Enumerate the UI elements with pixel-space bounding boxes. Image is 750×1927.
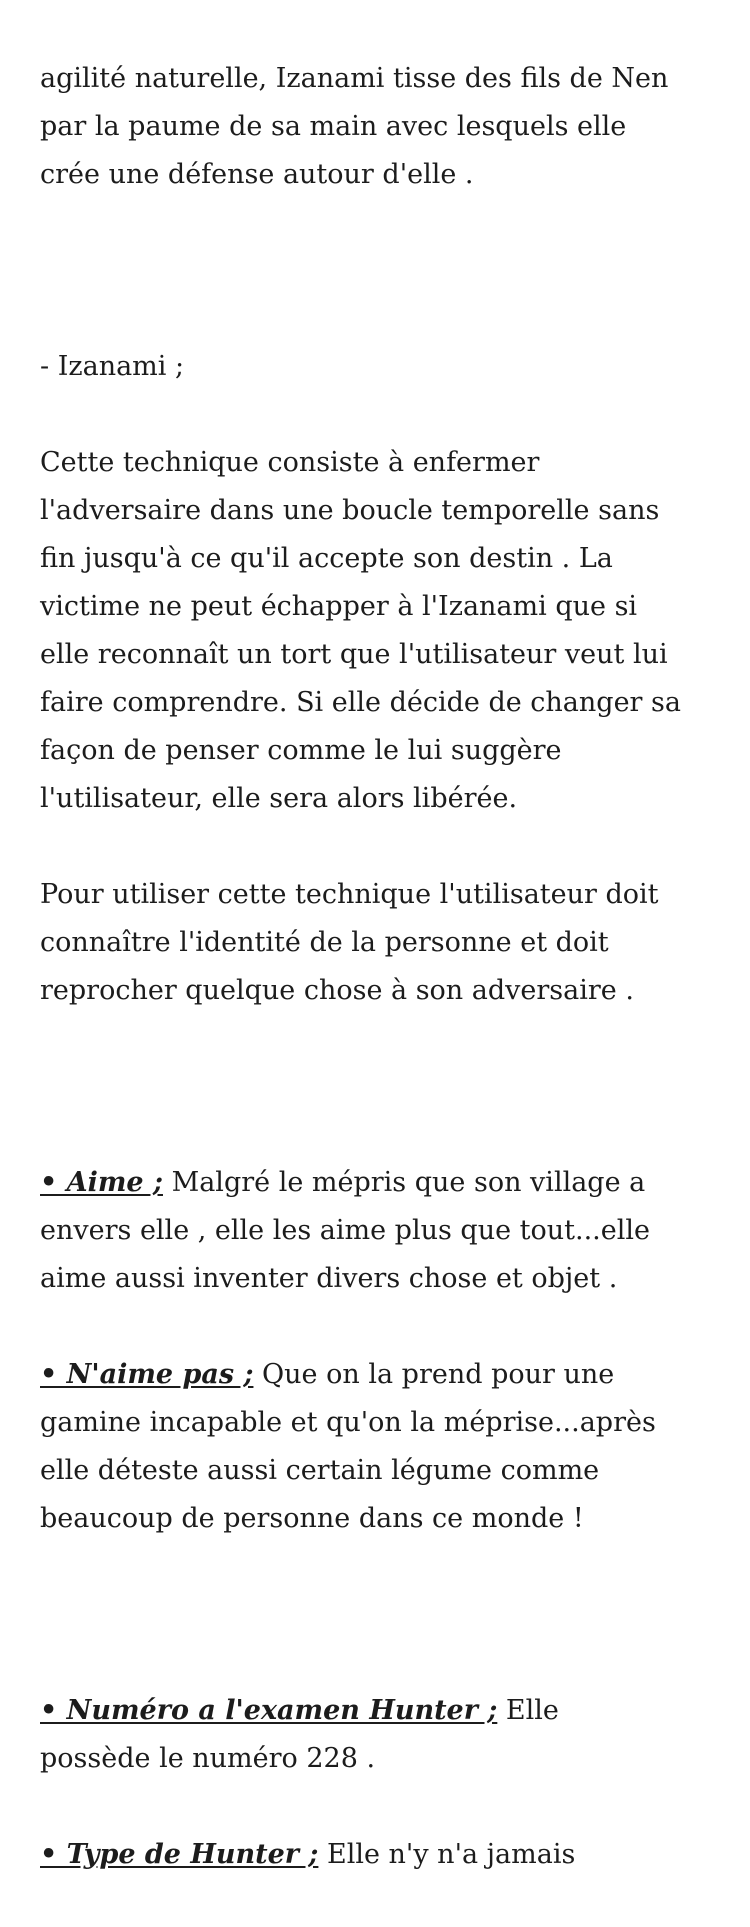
dislikes-entry (40, 1351, 720, 1543)
hunter-type-label: • Type de Hunter ; (40, 1839, 319, 1870)
technique-usage: Pour utiliser cette technique l'utilisateur doit connaître l'identité de la personne et doit reprocher quelque chose à son adversaire . (40, 879, 659, 1006)
document-body (40, 7, 720, 1927)
spacer (40, 247, 720, 295)
dislikes-text: Que on la prend pour une gamine incapable et qu'on la méprise...après elle déteste aussi certain légume comme beaucoup de personne dans ce monde ! (40, 1359, 656, 1534)
hunter-type-entry (40, 1831, 720, 1879)
likes-entry (40, 1159, 720, 1303)
exam-number-entry (40, 1687, 720, 1783)
likes-text: Malgré le mépris que son village a envers elle , elle les aime plus que tout...elle aime aussi inventer divers chose et objet . (40, 1167, 650, 1294)
spacer (40, 1063, 720, 1111)
technique-description: Cette technique consiste à enfermer l'adversaire dans une boucle temporelle sans fin jusqu'à ce qu'il accepte son destin . La victime ne peut échapper à l'Izanami que si elle reconnaît un tort que l'utilisateur veut lui faire comprendre. Si elle décide de changer sa façon de penser comme le lui suggère l'utilisateur, elle sera alors libérée. (40, 447, 681, 814)
exam-number-label: • Numéro a l'examen Hunter ; (40, 1695, 498, 1726)
likes-label: • Aime ; (40, 1167, 163, 1198)
dislikes-label: • N'aime pas ; (40, 1359, 254, 1390)
hunter-type-text: Elle n'y n'a jamais (318, 1839, 576, 1870)
technique-heading: - Izanami ; (40, 351, 185, 382)
intro-paragraph: agilité naturelle, Izanami tisse des fils de Nen par la paume de sa main avec lesquels elle crée une défense autour d'elle . (40, 63, 669, 190)
spacer (40, 1591, 720, 1639)
exam-number-text: Elle possède le numéro 228 . (40, 1695, 559, 1774)
